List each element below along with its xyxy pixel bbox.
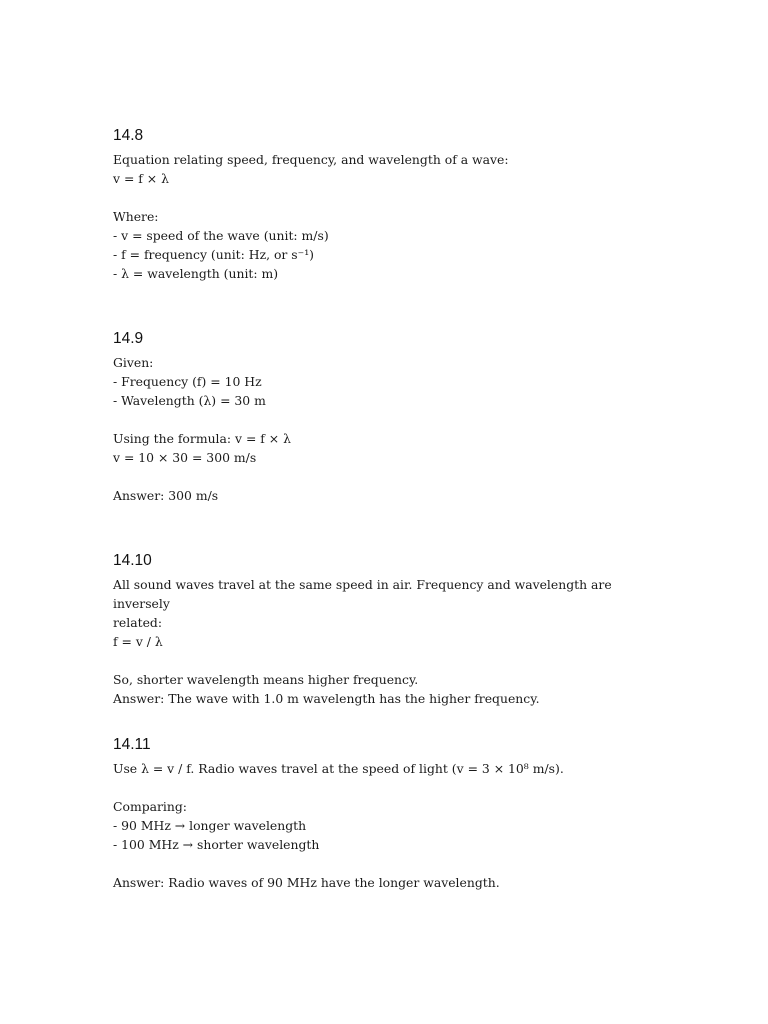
- list-item: - v = speed of the wave (unit: m/s): [113, 228, 329, 243]
- text-line: Using the formula: v = f × λ: [113, 431, 291, 446]
- section-heading: 14.8: [113, 127, 144, 144]
- list-item: - Frequency (f) = 10 Hz: [113, 374, 262, 389]
- section-heading: 14.9: [113, 330, 144, 347]
- list-item: - λ = wavelength (unit: m): [113, 266, 279, 281]
- answer-line: Answer: 300 m/s: [113, 488, 219, 503]
- text-line: Where:: [113, 209, 159, 224]
- section-heading: 14.10: [113, 552, 152, 569]
- list-item: - f = frequency (unit: Hz, or s⁻¹): [113, 247, 314, 262]
- text-line: related:: [113, 615, 163, 630]
- blank-line: [113, 778, 653, 797]
- formula-line: v = 10 × 30 = 300 m/s: [113, 450, 257, 465]
- blank-line: [113, 188, 653, 207]
- text-line: Comparing:: [113, 799, 187, 814]
- section-14-8: [113, 126, 653, 283]
- formula-line: v = f × λ: [113, 171, 169, 186]
- text-line: Given:: [113, 355, 154, 370]
- list-item: - 100 MHz → shorter wavelength: [113, 837, 320, 852]
- text-line: Use λ = v / f. Radio waves travel at the speed of light (v = 3 × 10⁸ m/s).: [113, 761, 564, 776]
- text-line: So, shorter wavelength means higher frequency.: [113, 672, 419, 687]
- section-14-9: [113, 329, 653, 505]
- text-line: All sound waves travel at the same speed in air. Frequency and wavelength are inversely: [113, 577, 616, 611]
- formula-line: f = v / λ: [113, 634, 163, 649]
- section-heading: 14.11: [113, 736, 151, 753]
- blank-line: [113, 651, 653, 670]
- section-14-10: [113, 551, 653, 708]
- blank-line: [113, 854, 653, 873]
- blank-line: [113, 410, 653, 429]
- answer-line: Answer: Radio waves of 90 MHz have the longer wavelength.: [113, 875, 500, 890]
- list-item: - 90 MHz → longer wavelength: [113, 818, 307, 833]
- list-item: - Wavelength (λ) = 30 m: [113, 393, 266, 408]
- answer-line: Answer: The wave with 1.0 m wavelength has the higher frequency.: [113, 691, 540, 706]
- section-14-11: [113, 735, 653, 892]
- blank-line: [113, 467, 653, 486]
- text-line: Equation relating speed, frequency, and wavelength of a wave:: [113, 152, 509, 167]
